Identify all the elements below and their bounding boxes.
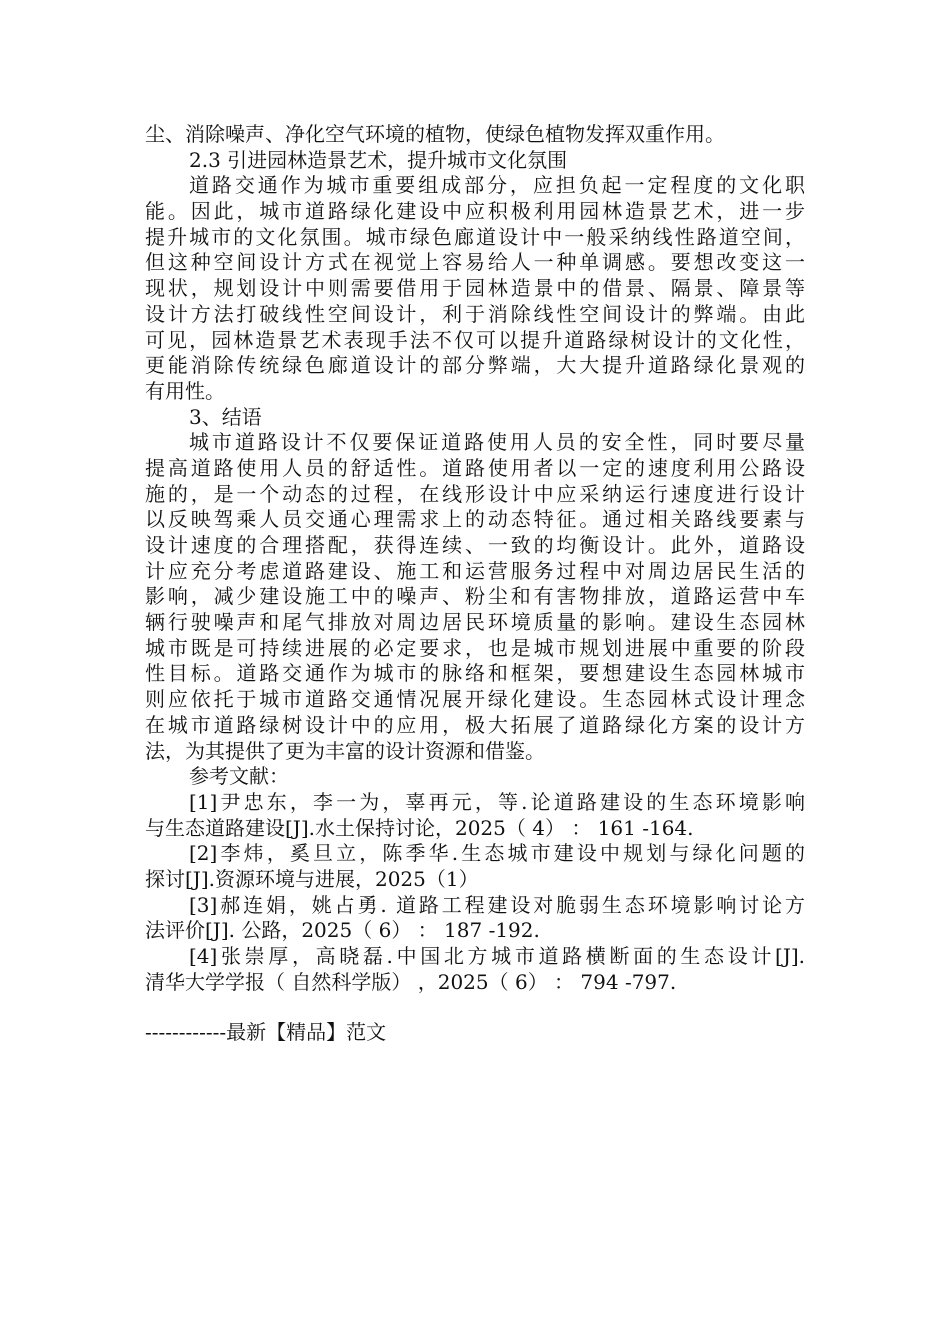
- paragraph-line: 城市既是可持续进展的必定要求，也是城市规划进展中重要的阶段: [145, 635, 805, 660]
- paragraph-line: 法，为其提供了更为丰富的设计资源和借鉴。: [145, 738, 545, 763]
- reference-line: [4]张崇厚，高晓磊.中国北方城市道路横断面的生态设计[J].: [189, 944, 805, 968]
- paragraph-line: 但这种空间设计方式在视觉上容易给人一种单调感。要想改变这一: [145, 250, 805, 275]
- paragraph-line: 尘、消除噪声、净化空气环境的植物，使绿色植物发挥双重作用。: [145, 122, 725, 146]
- paragraph-line: 更能消除传统绿色廊道设计的部分弊端，大大提升道路绿化景观的: [145, 353, 805, 378]
- paragraph-line: 现状，规划设计中则需要借用于园林造景中的借景、隔景、障景等: [145, 276, 805, 301]
- reference-line: [1]尹忠东，李一为，辜再元，等.论道路建设的生态环境影响: [189, 789, 805, 814]
- paragraph-line: 则应依托于城市道路交通情况展开绿化建设。生态园林式设计理念: [145, 687, 805, 712]
- paragraph-line: 提高道路使用人员的舒适性。道路使用者以一定的速度利用公路设: [145, 455, 805, 480]
- paragraph-line: 影响，减少建设施工中的噪声、粉尘和有害物排放，道路运营中车: [145, 584, 805, 609]
- paragraph-line: 能。因此，城市道路绿化建设中应积极利用园林造景艺术，进一步: [145, 199, 805, 224]
- paragraph-line: 性目标。道路交通作为城市的脉络和框架，要想建设生态园林城市: [145, 661, 805, 686]
- document-body: [145, 122, 805, 995]
- paragraph-line: 以反映驾乘人员交通心理需求上的动态特征。通过相关路线要素与: [145, 507, 805, 532]
- paragraph-line: 设计速度的合理搭配，获得连续、一致的均衡设计。此外，道路设: [145, 533, 805, 557]
- paragraph-line: 提升城市的文化氛围。城市绿色廊道设计中一般采纳线性路道空间，: [145, 224, 805, 249]
- paragraph-line: 道路交通作为城市重要组成部分，应担负起一定程度的文化职: [189, 173, 805, 198]
- paragraph-line: 计应充分考虑道路建设、施工和运营服务过程中对周边居民生活的: [145, 558, 805, 583]
- paragraph-line: 城市道路设计不仅要保证道路使用人员的安全性，同时要尽量: [189, 430, 805, 455]
- reference-line: 清华大学学报（ 自然科学版） ，2025（ 6） ： 794 -797.: [145, 969, 677, 994]
- footer-banner: ------------最新【精品】范文: [145, 1020, 387, 1044]
- reference-line: [3]郝连娟，姚占勇. 道路工程建设对脆弱生态环境影响讨论方: [189, 892, 805, 917]
- paragraph-line: 在城市道路绿树设计中的应用，极大拓展了道路绿化方案的设计方: [145, 712, 805, 737]
- reference-line: 探讨[J].资源环境与进展，2025（1）: [145, 866, 479, 891]
- reference-line: 法评价[J]. 公路，2025（ 6） ： 187 -192.: [145, 918, 540, 943]
- paragraph-line: 有用性。: [145, 378, 225, 403]
- reference-line: 与生态道路建设[J].水土保持讨论，2025（ 4） ： 161 -164.: [145, 815, 694, 840]
- paragraph-line: 可见，园林造景艺术表现手法不仅可以提升道路绿树设计的文化性，: [145, 327, 805, 352]
- paragraph-line: 辆行驶噪声和尾气排放对周边居民环境质量的影响。建设生态园林: [145, 610, 805, 635]
- reference-line: [2]李炜，奚旦立，陈季华.生态城市建设中规划与绿化问题的: [189, 841, 805, 866]
- paragraph-line: 施的，是一个动态的过程，在线形设计中应采纳运行速度进行设计: [145, 481, 805, 506]
- section-heading: 参考文献：: [189, 764, 289, 789]
- section-heading: 3、结语: [189, 404, 262, 429]
- paragraph-line: 设计方法打破线性空间设计，利于消除线性空间设计的弊端。由此: [145, 301, 805, 326]
- section-heading: 2.3 引进园林造景艺术，提升城市文化氛围: [189, 147, 568, 172]
